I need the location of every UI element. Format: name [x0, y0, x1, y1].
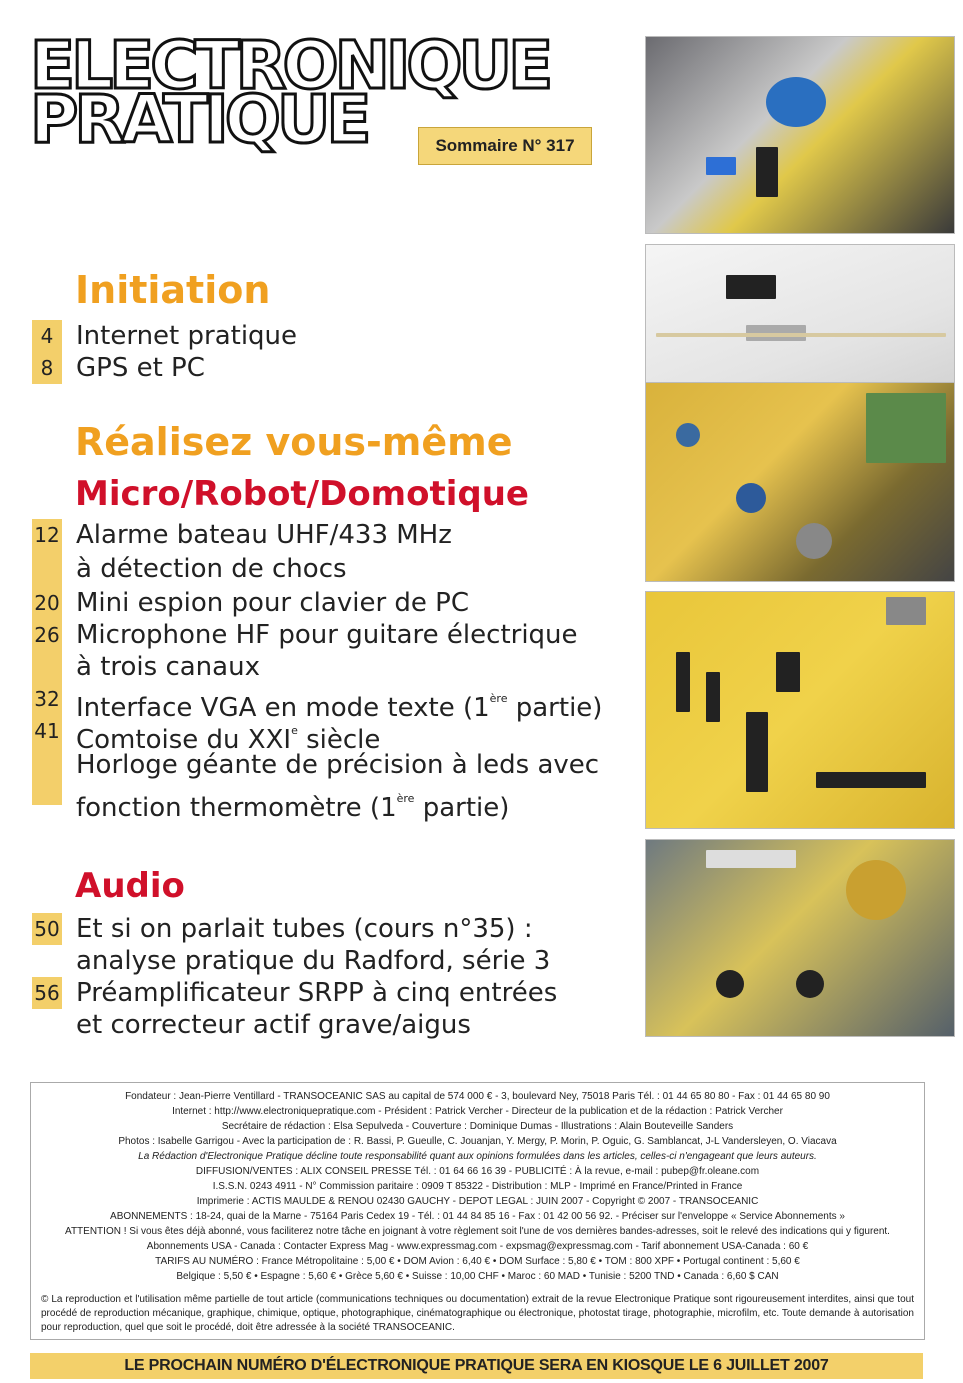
entry-title: Alarme bateau UHF/433 MHz — [76, 520, 452, 550]
section-micro-robot-domotique: Micro/Robot/Domotique — [75, 474, 529, 514]
photo-vga-interface — [645, 591, 955, 829]
entry-title-cont: fonction thermomètre (1ère partie) — [76, 792, 510, 823]
entry-title: Internet pratique — [76, 321, 298, 351]
imprint-line: TARIFS AU NUMÉRO : France Métropolitaine : 5,00 € • DOM Avion : 6,40 € • DOM Surface : 5,80 € • TOM : 800 XPF • Portugal continent : 5,60 € — [155, 1256, 800, 1267]
next-issue-banner: LE PROCHAIN NUMÉRO D'ÉLECTRONIQUE PRATIQUE SERA EN KIOSQUE LE 6 JUILLET 2007 — [30, 1353, 923, 1379]
imprint-line: Belgique : 5,50 € • Espagne : 5,60 € • Grèce 5,60 € • Suisse : 10,00 CHF • Maroc : 60 MAD • Tunisie : 5200 TND • Canada : 6,60 $ CAN — [176, 1271, 779, 1282]
photo-alarm-box — [645, 36, 955, 234]
imprint-line: DIFFUSION/VENTES : ALIX CONSEIL PRESSE Tél. : 01 64 66 16 39 - PUBLICITÉ : À la revue, e-mail : pubep@fr.oleane.com — [195, 1166, 760, 1177]
page-number: 32 — [32, 683, 62, 715]
imprint-line: Photos : Isabelle Garrigou - Avec la participation de : R. Bassi, P. Gueulle, C. Jouanjan, Y. Mergy, P. Morin, P. Oguic, G. Samblancat, J-L Vandersleyen, O. Viacava — [118, 1136, 837, 1147]
page-number: 4 — [32, 320, 62, 352]
entry-title: GPS et PC — [76, 353, 205, 383]
imprint-line: I.S.S.N. 0243 4911 - N° Commission paritaire : 0909 T 85322 - Distribution : MLP - Imprimé en France/Printed in France — [212, 1181, 743, 1192]
entry-title-cont: Horloge géante de précision à leds avec — [76, 750, 600, 780]
photo-tube-amplifier — [645, 839, 955, 1037]
page-number: 50 — [32, 913, 62, 945]
copyright-notice: © La reproduction et l'utilisation même partielle de tout article (communications techniques ou documentation) extrait de la revue Electronique Pratique sont rigoureusement interdites, ainsi que tout procédé de reproduction mécanique, graphique, chimique, optique, photographique, cinématographique ou électronique, photostat tirage, photographie, microfilm, etc. Toute demande à autorisation pour reproduction, quel que soit le procédé, doit être adressée à la société TRANSOCEANIC. — [41, 1294, 914, 1333]
page-number: 8 — [32, 352, 62, 384]
imprint-line: ATTENTION ! Si vous êtes déjà abonné, vous faciliterez notre tâche en joignant à votre règlement soit l'une de vos dernières bandes-adresses, soit le relevé des indications qui y figurent. — [65, 1226, 890, 1237]
entry-title: Interface VGA en mode texte (1ère partie) — [76, 692, 603, 723]
page-number: 56 — [32, 977, 62, 1009]
entry-title: Comtoise du XXIe siècle — [76, 724, 381, 755]
imprint-line: ABONNEMENTS : 18-24, quai de la Marne - 75164 Paris Cedex 19 - Tél. : 01 44 84 85 16 - Fax : 01 42 00 56 92. - Préciser sur l'enveloppe « Service Abonnements » — [110, 1211, 845, 1222]
imprint-line: Secrétaire de rédaction : Elsa Sepulveda - Couverture : Dominique Dumas - Illustrations : Alain Bouteveille Sanders — [221, 1121, 734, 1132]
page-number: 26 — [32, 619, 62, 651]
entry-title-cont: à trois canaux — [76, 652, 260, 682]
entry-title: Mini espion pour clavier de PC — [76, 588, 469, 618]
section-realisez: Réalisez vous-même — [75, 420, 513, 464]
imprint-box — [30, 1082, 925, 1340]
entry-title-cont: à détection de chocs — [76, 554, 347, 584]
page-number: 41 — [32, 715, 62, 747]
section-initiation: Initiation — [75, 268, 271, 312]
section-audio: Audio — [75, 866, 185, 906]
entry-title: Et si on parlait tubes (cours n°35) : — [76, 914, 533, 944]
logo-line-2: PRATIQUE — [30, 81, 368, 158]
entry-title-cont: analyse pratique du Radford, série 3 — [76, 946, 551, 976]
entry-title: Préamplificateur SRPP à cinq entrées — [76, 978, 558, 1008]
imprint-line: Internet : http://www.electroniquepratique.com - Président : Patrick Vercher - Directeur de la publication et de la rédaction : Patrick Vercher — [172, 1106, 783, 1117]
imprint-line: Fondateur : Jean-Pierre Ventillard - TRANSOCEANIC SAS au capital de 574 000 € - 3, boulevard Ney, 75018 Paris Tél. : 01 44 65 80 80 - Fax : 01 44 65 80 90 — [125, 1091, 830, 1102]
page-number: 20 — [32, 587, 62, 619]
issue-badge: Sommaire N° 317 — [418, 127, 592, 165]
imprint-line: Imprimerie : ACTIS MAULDE & RENOU 02430 GAUCHY - DEPOT LEGAL : JUIN 2007 - Copyright © 2007 - TRANSOCEANIC — [196, 1196, 759, 1207]
entry-title-cont: et correcteur actif grave/aigus — [76, 1010, 471, 1040]
page-number: 12 — [32, 519, 62, 551]
imprint-line: La Rédaction d'Electronique Pratique décline toute responsabilité quant aux opinions formulées dans les articles, celles-ci n'engageant que leurs auteurs. — [138, 1151, 817, 1162]
imprint-line: Abonnements USA - Canada : Contacter Express Mag - www.expressmag.com - expsmag@expressmag.com - Tarif abonnement USA-Canada : 60 € — [146, 1241, 809, 1252]
logo-line-1: ELECTRONIQUE — [30, 27, 550, 104]
entry-title: Microphone HF pour guitare électrique — [76, 620, 578, 650]
photo-hf-microphone — [645, 382, 955, 582]
